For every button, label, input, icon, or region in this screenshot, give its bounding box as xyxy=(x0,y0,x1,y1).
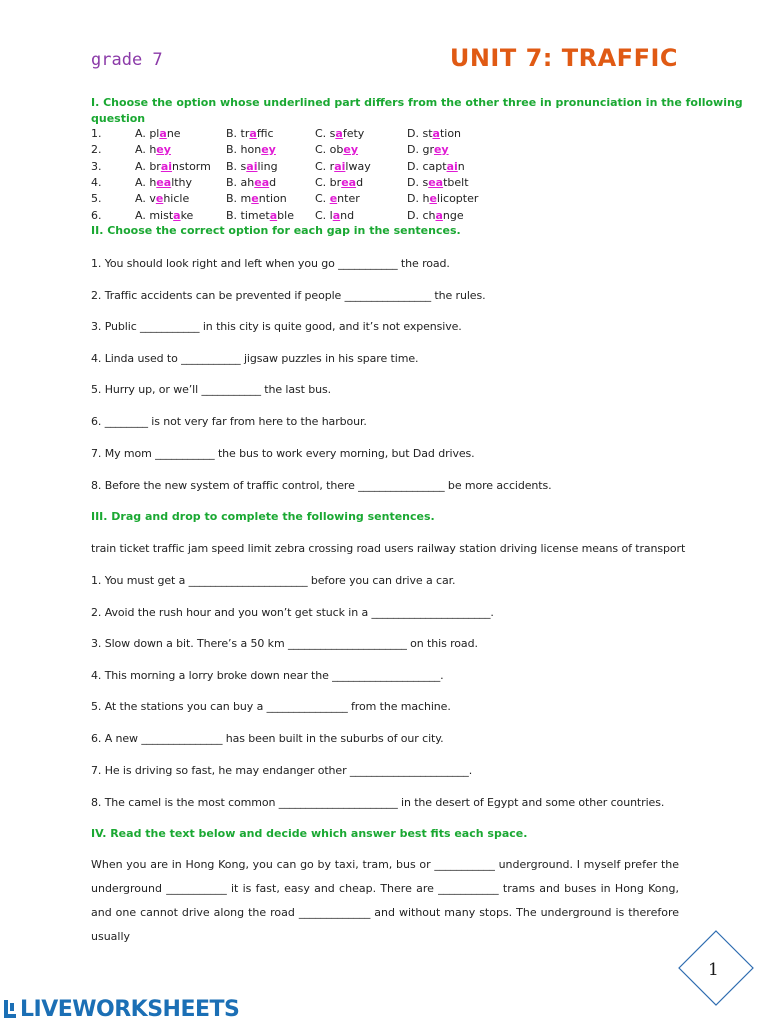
gap-sentence-5: 5. Hurry up, or we’ll ___________ the last bus. xyxy=(91,383,332,396)
underlined-part: e xyxy=(329,192,338,205)
option-d: D. seatbelt xyxy=(407,176,469,189)
gap-sentence-7: 7. My mom ___________ the bus to work every morning, but Dad drives. xyxy=(91,447,475,460)
drag-sentence-7: 7. He is driving so fast, he may endanger other ______________________. xyxy=(91,764,473,777)
option-a: A. brainstorm xyxy=(135,160,211,173)
question-number: 5. xyxy=(91,192,102,205)
option-a: A. hey xyxy=(135,143,171,156)
underlined-part: ey xyxy=(433,143,449,156)
gap-sentence-8: 8. Before the new system of traffic control, there ________________ be more accidents. xyxy=(91,479,552,492)
section-1-title xyxy=(91,96,743,109)
underlined-part: a xyxy=(435,209,443,222)
underlined-part: e xyxy=(251,192,259,205)
drag-sentence-5: 5. At the stations you can buy a _______________ from the machine. xyxy=(91,700,451,713)
option-b: B. sailing xyxy=(226,160,278,173)
option-a: A. mistake xyxy=(135,209,194,222)
option-d: D. grey xyxy=(407,143,449,156)
option-b: B. timetable xyxy=(226,209,294,222)
underlined-part: a xyxy=(269,209,278,222)
gap-sentence-1: 1. You should look right and left when you go ___________ the road. xyxy=(91,257,450,270)
gap-sentence-4: 4. Linda used to ___________ jigsaw puzzles in his spare time. xyxy=(91,352,419,365)
underlined-part: a xyxy=(432,127,440,140)
liveworksheets-logo[interactable] xyxy=(4,997,239,1022)
section-4-number: IV xyxy=(91,827,103,840)
section-3-title xyxy=(91,510,435,523)
option-c: C. safety xyxy=(315,127,365,140)
section-3-title-text: . Drag and drop to complete the following sentences. xyxy=(103,510,435,523)
underlined-part: ai xyxy=(446,160,458,173)
drag-sentence-2: 2. Avoid the rush hour and you won’t get stuck in a ______________________. xyxy=(91,606,494,619)
reading-paragraph: When you are in Hong Kong, you can go by taxi, tram, bus or ___________ underground. I myself prefer the underground ___________ it is fast, easy and cheap. There are ___________ trams and buses in Hong Kong, and one cannot drive along the road _____________ and without many stops. The underground is therefore usually xyxy=(91,858,679,943)
grade-label: grade 7 xyxy=(91,50,163,70)
word-bank: train ticket traffic jam speed limit zebra crossing road users railway station driving license means of transport xyxy=(91,542,686,555)
question-number: 4. xyxy=(91,176,102,189)
underlined-part: ea xyxy=(254,176,270,189)
page-number: 1 xyxy=(708,960,719,980)
option-d: D. captain xyxy=(407,160,465,173)
option-c: C. bread xyxy=(315,176,364,189)
section-3-number: III xyxy=(91,510,104,523)
underlined-part: ai xyxy=(160,160,173,173)
underlined-part: ea xyxy=(156,176,172,189)
underlined-part: ea xyxy=(428,176,444,189)
drag-sentence-4: 4. This morning a lorry broke down near the ____________________. xyxy=(91,669,444,682)
option-c: C. land xyxy=(315,209,355,222)
drag-sentence-1: 1. You must get a ______________________ before you can drive a car. xyxy=(91,574,456,587)
underlined-part: ey xyxy=(156,143,171,156)
question-number: 6. xyxy=(91,209,102,222)
section-4-title-text: . Read the text below and decide which answer best fits each space. xyxy=(102,827,528,840)
liveworksheets-icon xyxy=(4,1000,18,1018)
underlined-part: ai xyxy=(334,160,346,173)
underlined-part: e xyxy=(155,192,164,205)
option-c: C. railway xyxy=(315,160,371,173)
option-d: D. change xyxy=(407,209,464,222)
underlined-part: ey xyxy=(261,143,276,156)
section-2-title xyxy=(91,224,461,237)
underlined-part: a xyxy=(332,209,341,222)
option-d: D. helicopter xyxy=(407,192,479,205)
underlined-part: a xyxy=(159,127,167,140)
unit-title: UNIT 7: TRAFFIC xyxy=(449,44,678,72)
section-2-title-text: . Choose the correct option for each gap in the sentences. xyxy=(99,224,461,237)
underlined-part: a xyxy=(335,127,343,140)
underlined-part: ai xyxy=(246,160,258,173)
gap-sentence-3: 3. Public ___________ in this city is quite good, and it’s not expensive. xyxy=(91,320,462,333)
section-2-number: II xyxy=(91,224,100,237)
option-a: A. healthy xyxy=(135,176,193,189)
underlined-part: e xyxy=(429,192,437,205)
gap-sentence-6: 6. ________ is not very far from here to the harbour. xyxy=(91,415,367,428)
option-a: A. plane xyxy=(135,127,181,140)
question-number: 1. xyxy=(91,127,102,140)
question-number: 2. xyxy=(91,143,102,156)
underlined-part: a xyxy=(173,209,181,222)
underlined-part: ea xyxy=(341,176,357,189)
logo-text: LIVEWORKSHEETS xyxy=(20,997,240,1022)
underlined-part: a xyxy=(249,127,257,140)
drag-sentence-6: 6. A new _______________ has been built in the suburbs of our city. xyxy=(91,732,444,745)
question-number: 3. xyxy=(91,160,102,173)
option-b: B. ahead xyxy=(226,176,277,189)
drag-sentence-8: 8. The camel is the most common ______________________ in the desert of Egypt and some other countries. xyxy=(91,796,665,809)
option-b: B. honey xyxy=(226,143,276,156)
option-b: B. traffic xyxy=(226,127,274,140)
section-1-number: I xyxy=(91,96,96,109)
gap-sentence-2: 2. Traffic accidents can be prevented if people ________________ the rules. xyxy=(91,289,486,302)
option-c: C. obey xyxy=(315,143,359,156)
option-b: B. mention xyxy=(226,192,287,205)
section-1-title-line2: question xyxy=(91,112,146,125)
section-1-title-line1: . Choose the option whose underlined part differs from the other three in pronunciation in the following xyxy=(95,96,743,109)
underlined-part: ey xyxy=(343,143,359,156)
option-c: C. enter xyxy=(315,192,360,205)
section-4-title xyxy=(91,827,527,840)
option-a: A. vehicle xyxy=(135,192,190,205)
drag-sentence-3: 3. Slow down a bit. There’s a 50 km ______________________ on this road. xyxy=(91,637,478,650)
option-d: D. station xyxy=(407,127,462,140)
